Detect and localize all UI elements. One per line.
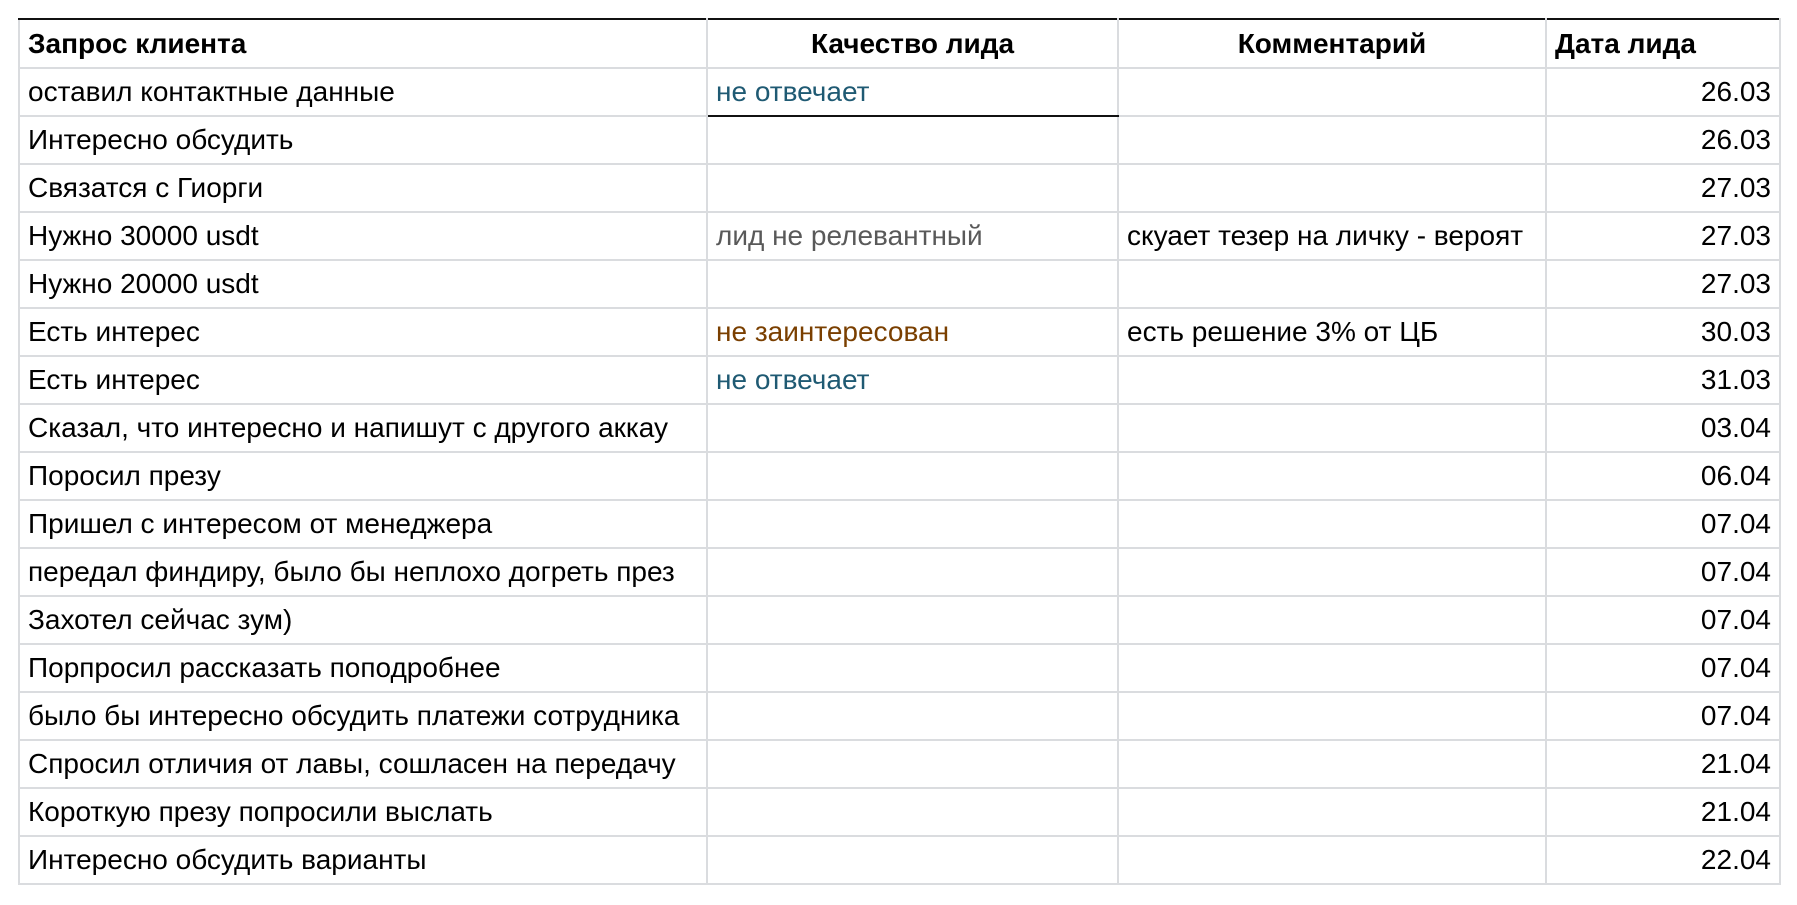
header-row [19,19,1780,68]
request-cell[interactable]: Есть интерес [19,308,707,356]
date-cell[interactable]: 21.04 [1546,740,1780,788]
request-cell[interactable]: Поросил презу [19,452,707,500]
date-cell[interactable]: 26.03 [1546,116,1780,164]
comment-cell[interactable] [1118,548,1546,596]
request-cell[interactable]: Нужно 20000 usdt [19,260,707,308]
table-row [19,836,1780,884]
request-cell[interactable]: Интересно обсудить [19,116,707,164]
table-row [19,740,1780,788]
request-cell[interactable]: Захотел сейчас зум) [19,596,707,644]
comment-cell[interactable] [1118,788,1546,836]
comment-cell[interactable]: скуает тезер на личку - вероят [1118,212,1546,260]
comment-cell[interactable] [1118,836,1546,884]
request-cell[interactable]: Порпросил рассказать поподробнее [19,644,707,692]
comment-cell[interactable] [1118,644,1546,692]
request-cell[interactable]: Интересно обсудить варианты [19,836,707,884]
quality-cell[interactable]: не отвечает [707,68,1118,116]
date-cell[interactable]: 27.03 [1546,164,1780,212]
comment-cell[interactable] [1118,116,1546,164]
table-row [19,260,1780,308]
leads-table [18,18,1781,885]
quality-cell[interactable] [707,548,1118,596]
quality-cell[interactable] [707,404,1118,452]
table-row [19,164,1780,212]
quality-cell[interactable] [707,164,1118,212]
request-cell[interactable]: было бы интересно обсудить платежи сотрудника [19,692,707,740]
comment-cell[interactable] [1118,500,1546,548]
comment-cell[interactable] [1118,452,1546,500]
date-cell[interactable]: 06.04 [1546,452,1780,500]
date-cell[interactable]: 31.03 [1546,356,1780,404]
date-cell[interactable]: 03.04 [1546,404,1780,452]
request-cell[interactable]: Связатся с Гиорги [19,164,707,212]
comment-cell[interactable] [1118,356,1546,404]
quality-cell[interactable] [707,260,1118,308]
quality-cell[interactable] [707,788,1118,836]
quality-cell[interactable] [707,452,1118,500]
date-cell[interactable]: 21.04 [1546,788,1780,836]
table-row [19,644,1780,692]
comment-cell[interactable] [1118,164,1546,212]
column-header-quality[interactable]: Качество лида [707,19,1118,68]
date-cell[interactable]: 07.04 [1546,644,1780,692]
quality-cell[interactable] [707,500,1118,548]
date-cell[interactable]: 22.04 [1546,836,1780,884]
column-header-date[interactable]: Дата лида [1546,19,1780,68]
comment-cell[interactable] [1118,596,1546,644]
date-cell[interactable]: 26.03 [1546,68,1780,116]
table-row [19,788,1780,836]
comment-cell[interactable] [1118,740,1546,788]
request-cell[interactable]: передал финдиру, было бы неплохо догреть през [19,548,707,596]
date-cell[interactable]: 07.04 [1546,692,1780,740]
request-cell[interactable]: Сказал, что интересно и напишут с другого аккау [19,404,707,452]
date-cell[interactable]: 07.04 [1546,596,1780,644]
quality-cell[interactable] [707,644,1118,692]
comment-cell[interactable] [1118,260,1546,308]
table-row [19,116,1780,164]
date-cell[interactable]: 27.03 [1546,212,1780,260]
comment-cell[interactable]: есть решение 3% от ЦБ [1118,308,1546,356]
date-cell[interactable]: 07.04 [1546,500,1780,548]
table-row [19,692,1780,740]
quality-cell[interactable] [707,596,1118,644]
comment-cell[interactable] [1118,692,1546,740]
request-cell[interactable]: оставил контактные данные [19,68,707,116]
quality-cell[interactable]: не отвечает [707,356,1118,404]
quality-cell[interactable] [707,692,1118,740]
request-cell[interactable]: Пришел с интересом от менеджера [19,500,707,548]
date-cell[interactable]: 27.03 [1546,260,1780,308]
date-cell[interactable]: 30.03 [1546,308,1780,356]
quality-cell[interactable]: лид не релевантный [707,212,1118,260]
table-row [19,548,1780,596]
request-cell[interactable]: Нужно 30000 usdt [19,212,707,260]
table-row [19,404,1780,452]
request-cell[interactable]: Короткую презу попросили выслать [19,788,707,836]
quality-cell[interactable]: не заинтересован [707,308,1118,356]
table-row [19,596,1780,644]
column-header-request[interactable]: Запрос клиента [19,19,707,68]
comment-cell[interactable] [1118,404,1546,452]
table-row [19,356,1780,404]
date-cell[interactable]: 07.04 [1546,548,1780,596]
table-row [19,212,1780,260]
quality-cell[interactable] [707,740,1118,788]
column-header-comment[interactable]: Комментарий [1118,19,1546,68]
quality-cell[interactable] [707,116,1118,164]
request-cell[interactable]: Есть интерес [19,356,707,404]
table-row [19,452,1780,500]
spreadsheet [18,18,1779,885]
quality-cell[interactable] [707,836,1118,884]
request-cell[interactable]: Спросил отличия от лавы, сошласен на передачу [19,740,707,788]
comment-cell[interactable] [1118,68,1546,116]
table-row [19,68,1780,116]
table-row [19,308,1780,356]
table-row [19,500,1780,548]
